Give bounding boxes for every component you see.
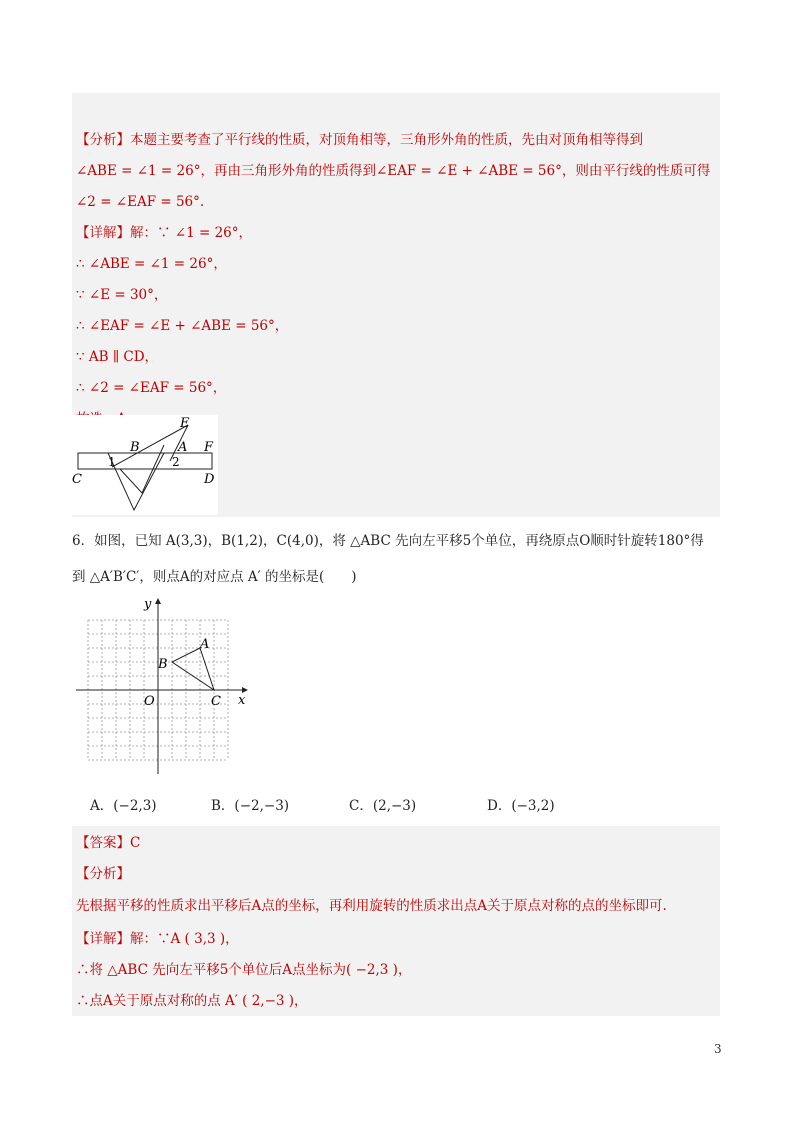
option-c-letter: C． (349, 798, 373, 814)
option-d-letter: D． (487, 798, 512, 814)
detail-line-q6-1: 【详解】解：∵A ( 3,3 )， (76, 931, 239, 947)
detail-line-5: ∵ AB ∥ CD， (76, 349, 159, 365)
detail-line-q6-2: ∴将 △ABC 先向左平移5个单位后A点坐标为( −2,3 )， (76, 962, 412, 978)
coordinate-grid-figure (70, 594, 250, 778)
label-c: C (211, 694, 221, 709)
detail-line-4: ∴ ∠EAF = ∠E + ∠ABE = 56°， (76, 318, 289, 334)
detail-line-3: ∵ ∠E = 30°， (76, 287, 168, 303)
analysis-line-3: ∠2 = ∠EAF = 56°. (76, 194, 205, 210)
label-d: D (204, 472, 215, 487)
question-6-line-2: 到 △A′B′C′，则点A的对应点 A′ 的坐标是( ) (72, 569, 357, 585)
option-b-letter: B． (211, 798, 235, 814)
question-6-line-1: 6．如图，已知 A(3,3)，B(1,2)，C(4,0)，将 △ABC 先向左平移5个单位，再绕原点O顺时针旋转180°得 (72, 533, 704, 549)
label-e: E (180, 416, 190, 431)
label-x: x (238, 693, 246, 708)
label-angle-2: 2 (172, 455, 180, 469)
parallel-lines-svg (72, 415, 218, 515)
analysis-head: 【分析】 (76, 866, 130, 882)
triangle-abc (172, 648, 214, 690)
coordinate-grid-svg (70, 594, 250, 778)
detail-line-q6-3: ∴点A关于原点对称的点 A′ ( 2,−3 )， (76, 993, 308, 1009)
label-angle-1: 1 (108, 455, 116, 469)
analysis-line-1: 【分析】本题主要考查了平行线的性质，对顶角相等，三角形外角的性质，先由对顶角相等得到 (76, 132, 643, 148)
option-a-value: (−2,3) (113, 798, 157, 814)
lower-triangle (108, 453, 164, 510)
analysis-line-2: ∠ABE = ∠1 = 26°，再由三角形外角的性质得到∠EAF = ∠E + ∠ABE = 56°，则由平行线的性质可得 (76, 163, 711, 179)
option-d[interactable] (487, 796, 555, 816)
detail-line-2: ∴ ∠ABE = ∠1 = 26°， (76, 256, 227, 272)
option-a-letter: A． (90, 798, 114, 814)
option-a[interactable] (90, 796, 157, 816)
label-c: C (72, 472, 82, 487)
label-y: y (144, 597, 152, 612)
label-b: B (130, 440, 140, 455)
option-c-value: (2,−3) (372, 798, 417, 814)
label-a: A (200, 637, 210, 652)
parallel-lines-figure (72, 415, 218, 515)
label-o: O (144, 694, 155, 709)
option-c[interactable] (349, 796, 416, 816)
option-d-value: (−3,2) (511, 798, 555, 814)
option-b[interactable] (211, 796, 289, 816)
detail-line-1: 【详解】解：∵ ∠1 = 26°， (76, 225, 253, 241)
label-f: F (204, 440, 214, 455)
page-number: 3 (714, 1042, 722, 1056)
label-b: B (158, 657, 168, 672)
ruler-strip (78, 453, 212, 469)
detail-line-6: ∴ ∠2 = ∠EAF = 56°， (76, 380, 227, 396)
option-b-value: (−2,−3) (234, 798, 290, 814)
label-a: A (178, 440, 188, 455)
analysis-text: 先根据平移的性质求出平移后A点的坐标，再利用旋转的性质求出点A关于原点对称的点的坐标即可. (76, 898, 667, 914)
y-axis-arrow (155, 598, 161, 604)
solution-box-q6 (72, 826, 720, 1016)
answer-line: 【答案】C (76, 835, 141, 851)
